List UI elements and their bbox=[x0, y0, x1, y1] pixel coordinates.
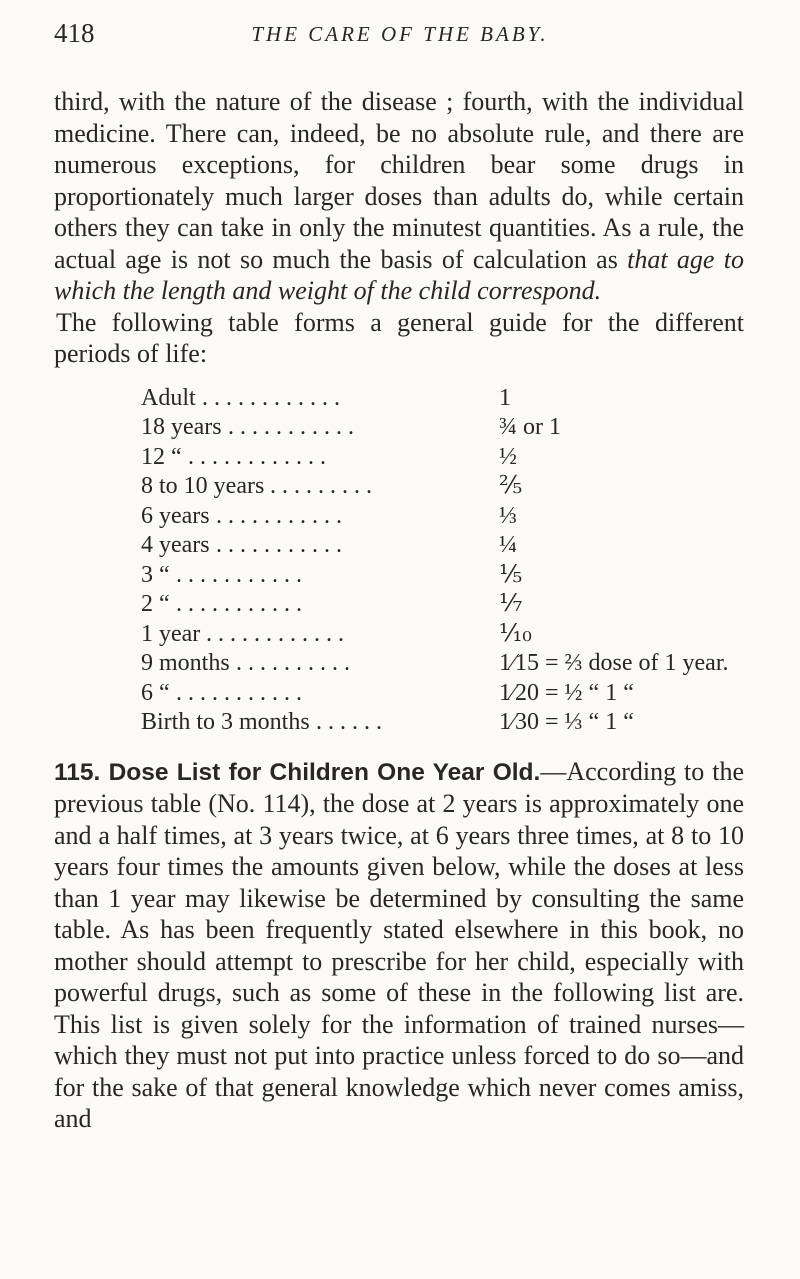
dose-leader-dots: . . . . . . . . . . . . bbox=[188, 443, 326, 470]
page-number: 418 bbox=[54, 18, 95, 48]
dose-value: 1⁄30 = ⅓ “ 1 “ bbox=[499, 709, 634, 735]
dose-age-label: Birth to 3 months bbox=[141, 709, 310, 735]
dose-table-row bbox=[141, 472, 781, 502]
dose-leader-dots: . . . . . . . . . . . bbox=[216, 502, 342, 529]
intro-text: third, with the nature of the disease ; fourth, with the individual medicine. There can, indeed, be no absolute rule, and there are numerous exceptions, for children bear some drugs in proportionately much larger doses than adults do, while certain others they can take in only the minutest quantities. As a rule, the actual age is not so much the basis of calculation as bbox=[54, 87, 744, 274]
dose-leader-dots: . . . . . . . . . . . bbox=[176, 561, 302, 588]
dose-age-label: 4 years bbox=[141, 532, 210, 558]
dose-age-label: 3 “ bbox=[141, 561, 170, 588]
dose-leader-dots: . . . . . . bbox=[316, 709, 382, 735]
dose-age-label: Adult bbox=[141, 384, 196, 411]
section-text: —According to the previous table (No. 114), the dose at 2 years is approximately one and a half times, at 3 years twice, at 6 years three times, at 8 to 10 years four times the amounts given below, while the doses at less than 1 year may likewise be determined by consulting the same table. As has been frequently stated elsewhere in this book, no mother should attempt to prescribe for her child, especially with powerful drugs, such as some of these in the following list are. This list is given solely for the information of trained nurses—which they must not put into practice unless forced to do so—and for the sake of that general knowledge which never comes amiss, and bbox=[54, 756, 744, 1133]
dose-table-row bbox=[141, 561, 781, 591]
page-header bbox=[0, 16, 800, 56]
dose-value: ⅕ bbox=[499, 561, 523, 588]
dose-age-label: 6 “ bbox=[141, 679, 170, 706]
dose-value: ½ bbox=[499, 443, 517, 470]
dose-value: 1⁄20 = ½ “ 1 “ bbox=[499, 679, 634, 706]
dose-leader-dots: . . . . . . . . . . . bbox=[216, 532, 342, 558]
dose-value: ⅓ bbox=[499, 502, 517, 529]
dose-value: ⅖ bbox=[499, 473, 523, 499]
dose-table-row bbox=[141, 443, 781, 473]
page-body bbox=[54, 86, 744, 1135]
dose-age-label: 18 years bbox=[141, 414, 222, 440]
dose-table bbox=[141, 384, 781, 738]
dose-table-row bbox=[141, 531, 781, 561]
section-paragraph bbox=[54, 756, 744, 1135]
dose-table-row bbox=[141, 590, 781, 620]
dose-leader-dots: . . . . . . . . . . . . bbox=[202, 384, 340, 411]
intro-paragraph bbox=[54, 86, 744, 307]
dose-age-label: 9 months bbox=[141, 650, 230, 676]
dose-table-row bbox=[141, 384, 781, 414]
dose-table-row bbox=[141, 620, 781, 650]
dose-leader-dots: . . . . . . . . . . . bbox=[228, 414, 354, 440]
dose-leader-dots: . . . . . . . . . . . bbox=[176, 591, 302, 617]
dose-leader-dots: . . . . . . . . . bbox=[270, 473, 372, 499]
dose-age-label: 8 to 10 years bbox=[141, 473, 265, 499]
dose-leader-dots: . . . . . . . . . . . bbox=[176, 679, 302, 706]
dose-value: 1⁄15 = ⅔ dose of 1 year. bbox=[499, 650, 729, 676]
dose-age-label: 6 years bbox=[141, 502, 210, 529]
dose-value: ¼ bbox=[499, 532, 517, 558]
guide-paragraph: The following table forms a general guide for the different periods of life: bbox=[54, 307, 744, 368]
dose-table-row bbox=[141, 679, 781, 709]
dose-value: ⅒ bbox=[499, 620, 532, 647]
dose-leader-dots: . . . . . . . . . . bbox=[236, 650, 350, 676]
dose-value: 1 bbox=[499, 384, 511, 411]
dose-table-row bbox=[141, 502, 781, 532]
dose-table-row bbox=[141, 413, 781, 443]
section-title: 115. Dose List for Children One Year Old. bbox=[54, 758, 541, 786]
dose-age-label: 2 “ bbox=[141, 591, 170, 617]
dose-table-row bbox=[141, 708, 781, 738]
intro-italic-text: that age to which the length and weight of the child correspond. bbox=[54, 244, 744, 305]
dose-age-label: 1 year bbox=[141, 620, 201, 647]
dose-leader-dots: . . . . . . . . . . . . bbox=[206, 620, 344, 647]
dose-value: ¾ or 1 bbox=[499, 414, 561, 440]
dose-age-label: 12 “ bbox=[141, 443, 182, 470]
dose-table-row bbox=[141, 649, 781, 679]
running-title: THE CARE OF THE BABY. bbox=[251, 22, 549, 46]
dose-value: ⅐ bbox=[499, 591, 523, 617]
